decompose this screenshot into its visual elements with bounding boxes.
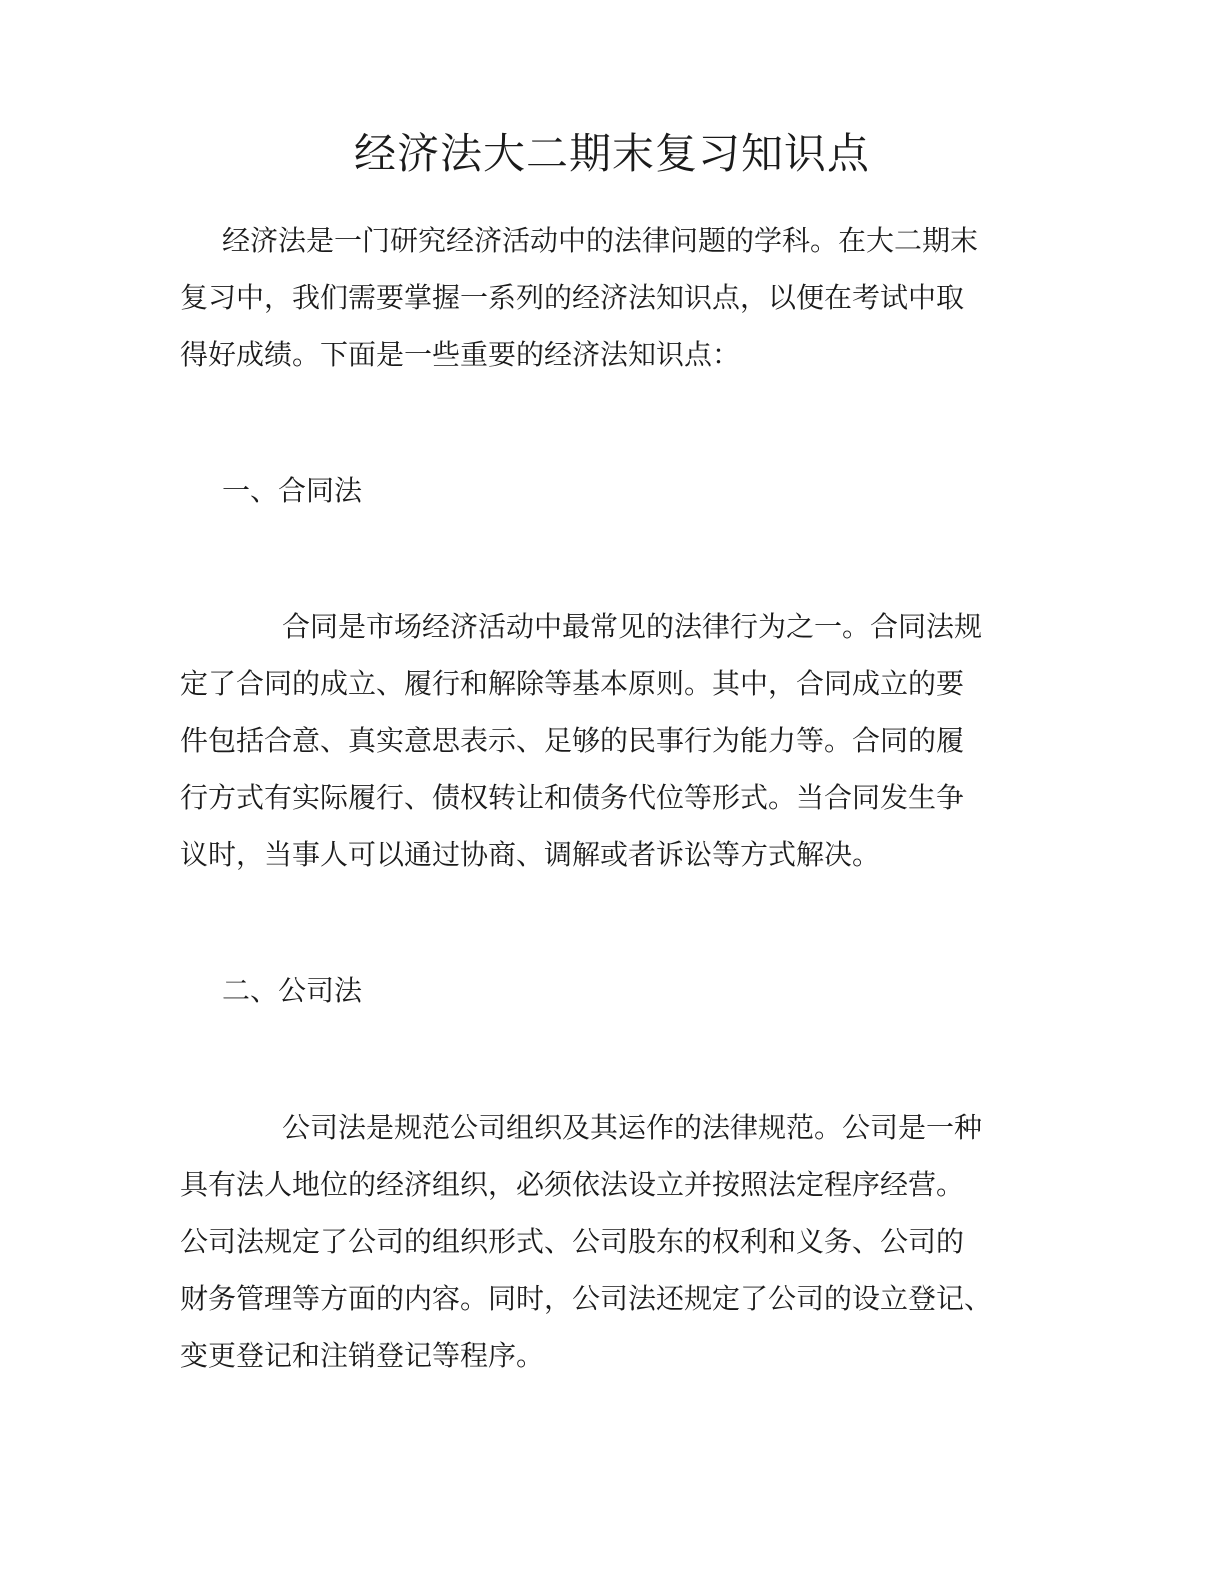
intro-paragraph (180, 212, 978, 383)
paragraph-line: 财务管理等方面的内容。同时，公司法还规定了公司的设立登记、 (180, 1282, 993, 1315)
paragraph-line: 定了合同的成立、履行和解除等基本原则。其中，合同成立的要 (180, 667, 965, 700)
intro-line: 得好成绩。下面是一些重要的经济法知识点： (180, 338, 741, 371)
contract-law-paragraph (180, 598, 982, 883)
section-heading-contract-law: 一、合同法 (222, 474, 363, 507)
paragraph-line: 行方式有实际履行、债权转让和债务代位等形式。当合同发生争 (180, 781, 965, 814)
paragraph-line: 具有法人地位的经济组织，必须依法设立并按照法定程序经营。 (180, 1168, 965, 1201)
paragraph-line: 件包括合意、真实意思表示、足够的民事行为能力等。合同的履 (180, 724, 965, 757)
document-title: 经济法大二期末复习知识点 (353, 129, 870, 178)
intro-line: 经济法是一门研究经济活动中的法律问题的学科。在大二期末 (222, 224, 979, 257)
paragraph-line: 公司法是规范公司组织及其运作的法律规范。公司是一种 (282, 1111, 983, 1144)
paragraph-line: 合同是市场经济活动中最常见的法律行为之一。合同法规 (282, 610, 983, 643)
paragraph-line: 议时，当事人可以通过协商、调解或者诉讼等方式解决。 (180, 838, 881, 871)
section-heading-company-law: 二、公司法 (222, 974, 363, 1007)
intro-line: 复习中，我们需要掌握一系列的经济法知识点，以便在考试中取 (180, 281, 965, 314)
paragraph-line: 公司法规定了公司的组织形式、公司股东的权利和义务、公司的 (180, 1225, 965, 1258)
paragraph-line: 变更登记和注销登记等程序。 (180, 1339, 545, 1372)
company-law-paragraph (180, 1099, 992, 1384)
